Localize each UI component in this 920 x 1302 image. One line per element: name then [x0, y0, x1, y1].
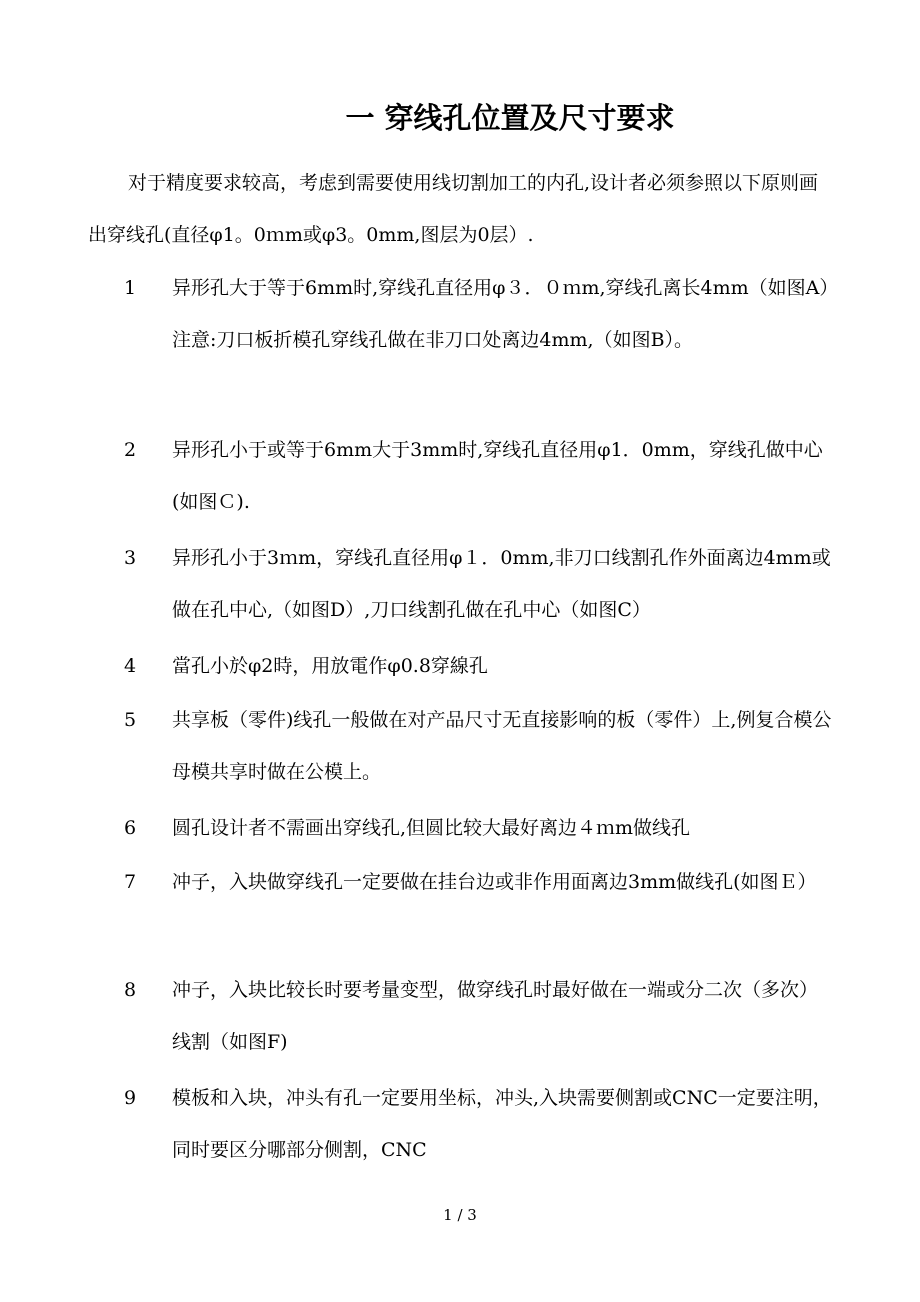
- list-item-text: 共享板（零件)线孔一般做在对产品尺寸无直接影响的板（零件）上,例复合模公母模共享时做在公模上。: [172, 709, 832, 783]
- list-item-text: 冲子，入块做穿线孔一定要做在挂台边或非作用面离边3mm做线孔(如图Ｅ）: [172, 871, 817, 893]
- list-item-text: 异形孔小于3ｍm，穿线孔直径用φ１．0mm,非刀口线割孔作外面离边4mm或做在孔中心,（如图D）,刀口线割孔做在孔中心（如图C）: [172, 547, 831, 621]
- list-item-text: 异形孔大于等于6mm时,穿线孔直径用φ３．０ｍm,穿线孔离长4mm（如图A）注意:刀口板折模孔穿线孔做在非刀口处离边4mm,（如图B）。: [172, 277, 829, 351]
- list-item-number: 2: [124, 439, 137, 461]
- page-number: 1 / 3: [443, 1206, 477, 1224]
- list-item-text: 异形孔小于或等于6mm大于3mm时,穿线孔直径用φ1．0mm，穿线孔做中心(如图Ｃ).: [172, 439, 823, 513]
- list-item-text: 當孔小於φ2時，用放電作φ0.8穿線孔: [172, 655, 488, 677]
- list-item-number: 4: [124, 655, 137, 677]
- list-item-number: 9: [124, 1087, 137, 1109]
- list-item-text: 模板和入块，冲头有孔一定要用坐标，冲头,入块需要侧割或CNC一定要注明，同时要区分哪部分侧割，CNC: [172, 1087, 832, 1161]
- list-item-number: 6: [124, 817, 137, 839]
- list-item-text: 冲子，入块比较长时要考量变型，做穿线孔时最好做在一端或分二次（多次）线割（如图F): [172, 979, 819, 1053]
- list-item-number: 3: [124, 547, 137, 569]
- page-title: 一 穿线孔位置及尺寸要求: [345, 101, 675, 135]
- list-item-number: 1: [124, 277, 137, 299]
- list-item-number: 7: [124, 871, 137, 893]
- list-item-text: 圆孔设计者不需画出穿线孔,但圆比较大最好离边４ｍm做线孔: [172, 817, 691, 839]
- intro-paragraph: 对于精度要求较高，考虑到需要使用线切割加工的内孔,设计者必须参照以下原则画出穿线孔(直径φ1。0ｍm或φ3。0mm,图层为0层）.: [88, 172, 819, 246]
- list-item-number: 8: [124, 979, 137, 1001]
- list-item-number: 5: [124, 709, 137, 731]
